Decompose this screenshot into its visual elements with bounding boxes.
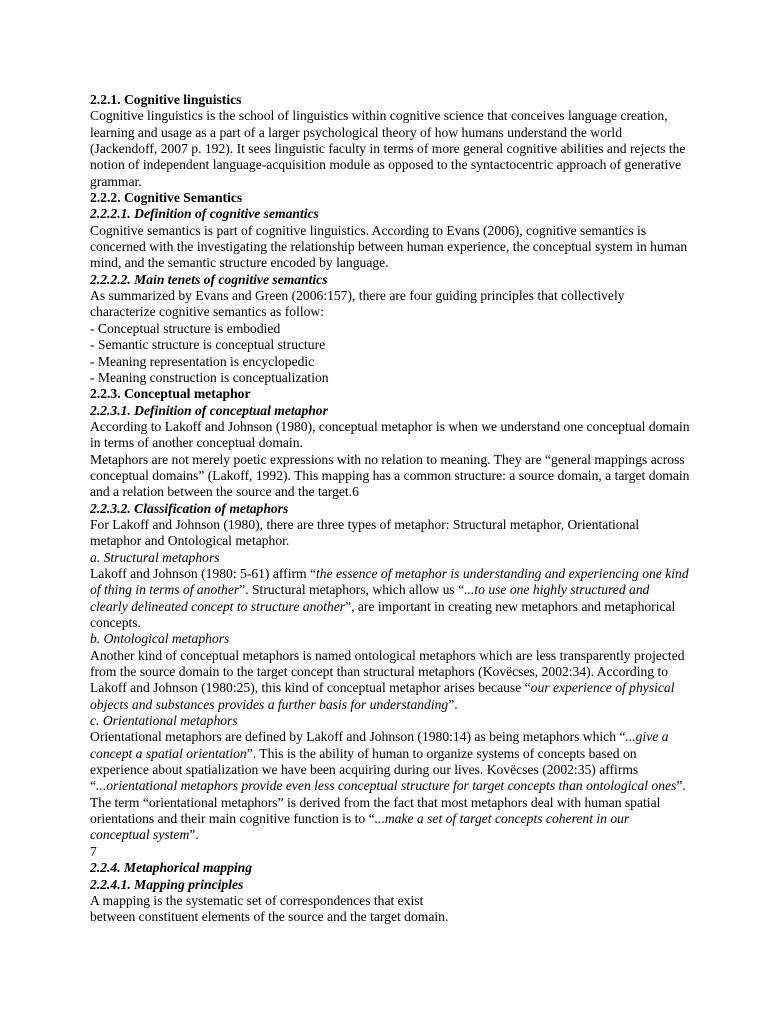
text-run: ”. [189, 827, 199, 843]
paragraph-structural-metaphors [90, 566, 690, 631]
paragraph-line: A mapping is the systematic set of correspondences that exist [90, 892, 424, 908]
subsection-heading-definition-cognitive-semantics: 2.2.2.1. Definition of cognitive semantics [90, 206, 319, 222]
section-heading-cognitive-linguistics: 2.2.1. Cognitive linguistics [90, 92, 242, 107]
list-item: - Semantic structure is conceptual structure [90, 337, 326, 353]
page-number: 7 [90, 843, 97, 859]
paragraph-definition-conceptual-metaphor: According to Lakoff and Johnson (1980), conceptual metaphor is when we understand one conceptual domain in terms of another conceptual domain. [90, 418, 690, 451]
text-run: Lakoff and Johnson (1980: 5-61) affirm “ [90, 565, 317, 581]
quote-run: ...orientational metaphors provide even less conceptual structure for target concepts than ontological ones [96, 778, 677, 794]
quote-run: our experience of physical objects and substances provides a further basis for understanding [90, 680, 675, 712]
section-heading-cognitive-semantics: 2.2.2. Cognitive Semantics [90, 190, 243, 206]
paragraph-orientational-metaphors [90, 729, 690, 843]
paragraph-metaphor-mappings: Metaphors are not merely poetic expressions with no relation to meaning. They are “general mappings across conceptual domains” (Lakoff, 1992). This mapping has a common structure: a source domain, a target domain and a relation between the source and the target.6 [90, 451, 690, 500]
text-run: ”. The term “orientational metaphors” is derived from the fact that most metaphors deal with human spatial orientations and their main cognitive function is to “ [90, 778, 686, 827]
subsection-heading-classification: 2.2.3.2. Classification of metaphors [90, 500, 289, 516]
list-item: - Conceptual structure is embodied [90, 320, 281, 336]
quote-run: ...to use one highly structured and clearly delineated concept to structure another [90, 582, 650, 614]
subsection-heading-main-tenets: 2.2.2.2. Main tenets of cognitive semantics [90, 271, 328, 287]
label-ontological-metaphors: b. Ontological metaphors [90, 631, 230, 647]
text-run: Another kind of conceptual metaphors is named ontological metaphors which are less transparently projected from the source domain to the target concept than structural metaphors (Kovëcses, 2002:34). According to Lakoff and Johnson (1980:25), this kind of conceptual metaphor arises because “ [90, 647, 685, 696]
text-run: ”. Structural metaphors, which allow us “ [239, 582, 465, 598]
subsection-heading-definition-conceptual-metaphor: 2.2.3.1. Definition of conceptual metaphor [90, 402, 328, 418]
list-item: - Meaning representation is encyclopedic [90, 353, 315, 369]
list-item: - Meaning construction is conceptualization [90, 369, 329, 385]
section-heading-conceptual-metaphor: 2.2.3. Conceptual metaphor [90, 386, 251, 402]
section-heading-metaphorical-mapping: 2.2.4. Metaphorical mapping [90, 860, 253, 876]
quote-run: the essence of metaphor is understanding and experiencing one kind of thing in terms of another [90, 565, 689, 598]
paragraph-main-tenets: As summarized by Evans and Green (2006:157), there are four guiding principles that collectively characterize cognitive semantics as follow: [90, 288, 625, 320]
quote-run: ...make a set of target concepts coherent in our conceptual system [90, 811, 630, 843]
quote-run: ...give a concept a spatial orientation [90, 729, 669, 761]
text-run: ”. [448, 696, 458, 712]
text-run: Orientational metaphors are defined by Lakoff and Johnson (1980:14) as being metaphors which “ [90, 729, 626, 745]
paragraph-cognitive-linguistics: Cognitive linguistics is the school of linguistics within cognitive science that conceives language creation, learning and usage as a part of a larger psychological theory of how humans understand the world (Jackendoff, 2007 p. 192). It sees linguistic faculty in terms of more general cognitive abilities and rejects the notion of independent language-acquisition module as opposed to the syntactocentric approach of generative grammar. [90, 108, 686, 189]
subsection-heading-mapping-principles: 2.2.4.1. Mapping principles [90, 876, 244, 892]
paragraph-classification: For Lakoff and Johnson (1980), there are three types of metaphor: Structural metaphor, Orientational metaphor and Ontological metaphor. [90, 516, 640, 549]
tenet-list [90, 321, 690, 386]
paragraph-line: between constituent elements of the source and the target domain. [90, 909, 449, 925]
text-run: ”. This is the ability of human to organize systems of concepts based on experience about spatialization we have been acquiring during our lives. Kovëcses (2002:35) affirms “ [90, 745, 639, 794]
label-orientational-metaphors: c. Orientational metaphors [90, 713, 238, 729]
paragraph-ontological-metaphors [90, 648, 690, 713]
text-run: ”, are important in creating new metaphors and metaphorical concepts. [90, 598, 676, 630]
paragraph-definition-cognitive-semantics: Cognitive semantics is part of cognitive linguistics. According to Evans (2006), cognitive semantics is concerned with the investigating the relationship between human experience, the conceptual system in human mind, and the semantic structure encoded by language. [90, 222, 688, 271]
label-structural-metaphors: a. Structural metaphors [90, 549, 220, 565]
